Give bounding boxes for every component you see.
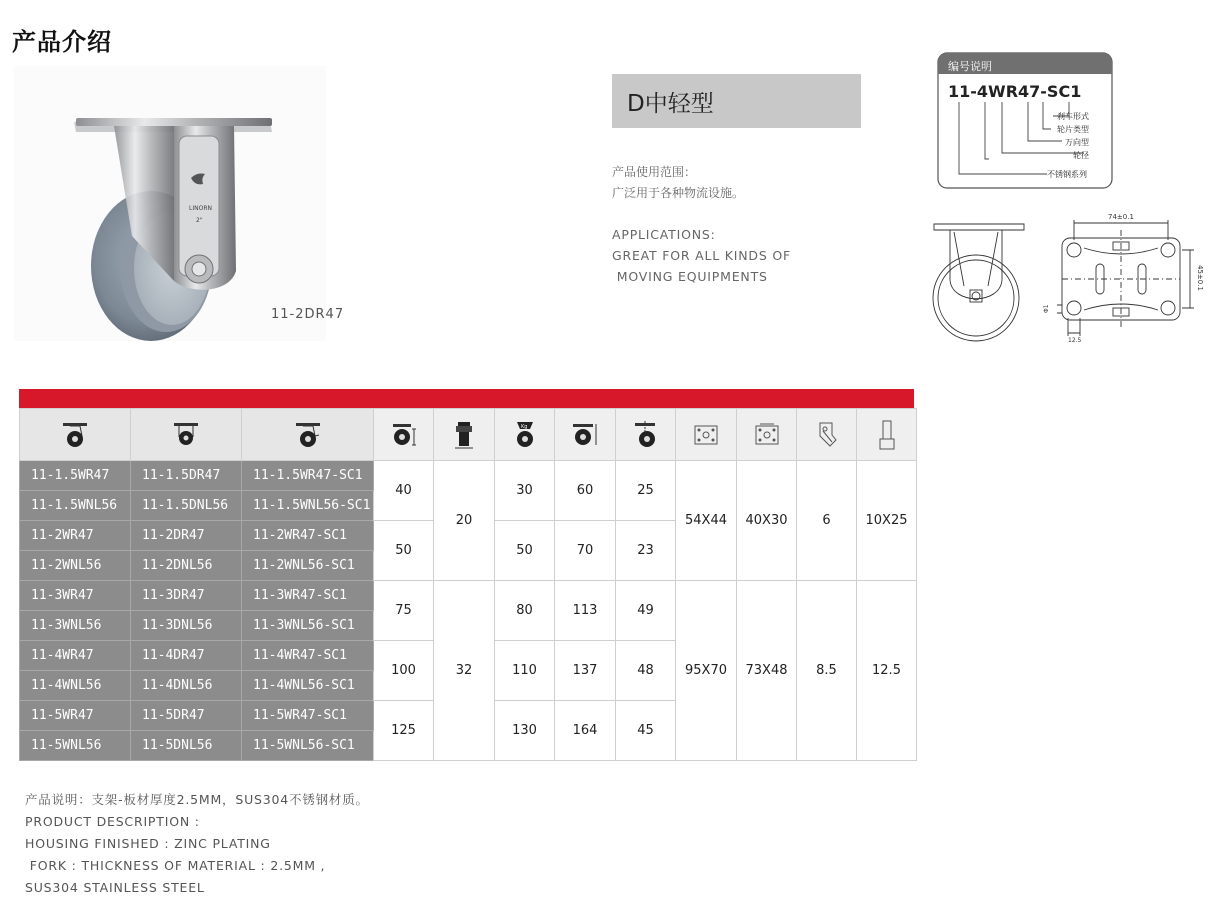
bolt-hole-spacing-icon — [752, 422, 782, 448]
model-brake: 11-2WR47-SC1 — [242, 521, 374, 551]
model-brake: 11-1.5WNL56-SC1 — [242, 491, 374, 521]
cell-diameter: 50 — [374, 521, 434, 581]
legend-code-sep2: - — [1040, 82, 1047, 101]
product-model-label: 11-2DR47 — [271, 307, 345, 322]
legend-item-brake: 刹车形式 — [1057, 112, 1089, 121]
cell-width: 20 — [434, 461, 495, 581]
cell-stem: 12.5 — [857, 581, 917, 761]
page-title: 产品介绍 — [12, 28, 112, 56]
legend-code-sep1: - — [970, 82, 977, 101]
model-swivel: 11-5WNL56 — [20, 731, 131, 761]
description-en-fork: FORK : THICKNESS OF MATERIAL : 2.5MM , — [25, 858, 326, 873]
model-rigid: 11-1.5DNL56 — [131, 491, 242, 521]
legend-code-part-a: 11 — [948, 82, 971, 101]
legend-code-part-c: SC1 — [1046, 82, 1082, 101]
top-plate-size-icon — [691, 422, 721, 448]
cell-hole-diameter: 6 — [797, 461, 857, 581]
cell-hole-spacing: 73X48 — [737, 581, 797, 761]
applications-en — [612, 224, 791, 287]
svg-text:2": 2" — [196, 217, 203, 224]
drawing-dim-side: 45±0.1 — [1196, 265, 1204, 291]
product-description — [25, 789, 369, 899]
spec-table — [19, 408, 917, 761]
applications-cn-title: 产品使用范围： — [612, 165, 697, 179]
product-photo — [14, 66, 326, 341]
header-load — [495, 409, 555, 461]
swivel-caster-icon — [60, 421, 90, 449]
svg-text:11-4WR47-SC1 — [948, 82, 1081, 101]
cell-height: 137 — [555, 641, 616, 701]
description-en-housing: HOUSING FINISHED : ZINC PLATING — [25, 836, 271, 851]
applications-en-line2: MOVING EQUIPMENTS — [612, 269, 768, 284]
cell-width: 32 — [434, 581, 495, 761]
cell-diameter: 125 — [374, 701, 434, 761]
model-brake: 11-5WNL56-SC1 — [242, 731, 374, 761]
model-swivel: 11-2WNL56 — [20, 551, 131, 581]
model-brake: 11-1.5WR47-SC1 — [242, 461, 374, 491]
cell-offset: 48 — [616, 641, 676, 701]
wheel-width-icon — [449, 420, 479, 450]
model-rigid: 11-3DNL56 — [131, 611, 242, 641]
brake-caster-icon — [293, 421, 323, 449]
cell-height: 164 — [555, 701, 616, 761]
model-swivel: 11-4WR47 — [20, 641, 131, 671]
cell-load: 30 — [495, 461, 555, 521]
model-swivel: 11-3WNL56 — [20, 611, 131, 641]
model-rigid: 11-4DNL56 — [131, 671, 242, 701]
model-swivel: 11-4WNL56 — [20, 671, 131, 701]
model-brake: 11-2WNL56-SC1 — [242, 551, 374, 581]
header-brake — [242, 409, 374, 461]
model-rigid: 11-5DR47 — [131, 701, 242, 731]
legend-item-wheel-type: 轮片类型 — [1057, 125, 1089, 134]
svg-text:Kg: Kg — [520, 423, 527, 430]
rigid-caster-icon — [171, 421, 201, 449]
model-swivel: 11-1.5WNL56 — [20, 491, 131, 521]
model-brake: 11-3WR47-SC1 — [242, 581, 374, 611]
applications-cn — [612, 162, 744, 204]
header-plate-size — [676, 409, 737, 461]
model-rigid: 11-1.5DR47 — [131, 461, 242, 491]
model-swivel: 11-3WR47 — [20, 581, 131, 611]
header-offset — [616, 409, 676, 461]
cell-diameter: 75 — [374, 581, 434, 641]
model-rigid: 11-4DR47 — [131, 641, 242, 671]
overall-height-icon — [570, 421, 600, 449]
drawing-dim-small: 12.5 — [1068, 337, 1082, 344]
applications-cn-text: 广泛用于各种物流设施。 — [612, 186, 745, 200]
technical-drawing — [932, 210, 1202, 345]
model-rigid: 11-2DR47 — [131, 521, 242, 551]
header-stem — [857, 409, 917, 461]
applications-en-line1: GREAT FOR ALL KINDS OF — [612, 248, 791, 263]
cell-hole-diameter: 8.5 — [797, 581, 857, 761]
header-hole-spacing — [737, 409, 797, 461]
cell-load: 130 — [495, 701, 555, 761]
cell-diameter: 100 — [374, 641, 434, 701]
cell-height: 60 — [555, 461, 616, 521]
cell-offset: 45 — [616, 701, 676, 761]
model-brake: 11-4WR47-SC1 — [242, 641, 374, 671]
applications-en-title: APPLICATIONS: — [612, 227, 716, 242]
caster-type-label: D中轻型 — [627, 91, 714, 117]
model-rigid: 11-5DNL56 — [131, 731, 242, 761]
header-diameter — [374, 409, 434, 461]
offset-icon — [631, 420, 661, 450]
legend-title: 编号说明 — [948, 60, 992, 73]
code-legend — [937, 52, 1113, 189]
bolt-hole-diameter-icon — [812, 420, 842, 450]
model-rigid: 11-3DR47 — [131, 581, 242, 611]
description-cn: 产品说明：支架-板材厚度2.5MM，SUS304不锈钢材质。 — [25, 792, 369, 807]
spec-table-header-bar — [19, 389, 914, 408]
model-brake: 11-5WR47-SC1 — [242, 701, 374, 731]
cell-plate-size: 95X70 — [676, 581, 737, 761]
cell-plate-size: 54X44 — [676, 461, 737, 581]
legend-item-diameter: 轮径 — [1073, 151, 1089, 160]
header-height — [555, 409, 616, 461]
model-brake: 11-4WNL56-SC1 — [242, 671, 374, 701]
drawing-dim-top: 74±0.1 — [1108, 213, 1134, 221]
header-hole-diameter — [797, 409, 857, 461]
wheel-diameter-icon — [389, 421, 419, 449]
description-en-material: SUS304 STAINLESS STEEL — [25, 880, 205, 895]
header-swivel — [20, 409, 131, 461]
caster-type-box — [612, 74, 861, 128]
legend-code-part-b: 4WR47 — [976, 82, 1041, 101]
cell-diameter: 40 — [374, 461, 434, 521]
cell-load: 50 — [495, 521, 555, 581]
legend-item-swivel: 万向型 — [1065, 138, 1089, 147]
cell-stem: 10X25 — [857, 461, 917, 581]
cell-offset: 49 — [616, 581, 676, 641]
model-brake: 11-3WNL56-SC1 — [242, 611, 374, 641]
cell-offset: 23 — [616, 521, 676, 581]
cell-hole-spacing: 40X30 — [737, 461, 797, 581]
cell-offset: 25 — [616, 461, 676, 521]
cell-load: 110 — [495, 641, 555, 701]
svg-text:LINORN: LINORN — [189, 205, 212, 212]
cell-load: 80 — [495, 581, 555, 641]
model-swivel: 11-2WR47 — [20, 521, 131, 551]
header-rigid — [131, 409, 242, 461]
cell-height: 113 — [555, 581, 616, 641]
model-swivel: 11-5WR47 — [20, 701, 131, 731]
model-swivel: 11-1.5WR47 — [20, 461, 131, 491]
stem-size-icon — [872, 419, 902, 451]
drawing-dim-hole: Φ1 — [1043, 304, 1050, 313]
header-width — [434, 409, 495, 461]
load-capacity-icon — [510, 420, 540, 450]
model-rigid: 11-2DNL56 — [131, 551, 242, 581]
description-en-title: PRODUCT DESCRIPTION : — [25, 814, 200, 829]
legend-item-series: 不锈钢系列 — [1047, 170, 1087, 179]
cell-height: 70 — [555, 521, 616, 581]
